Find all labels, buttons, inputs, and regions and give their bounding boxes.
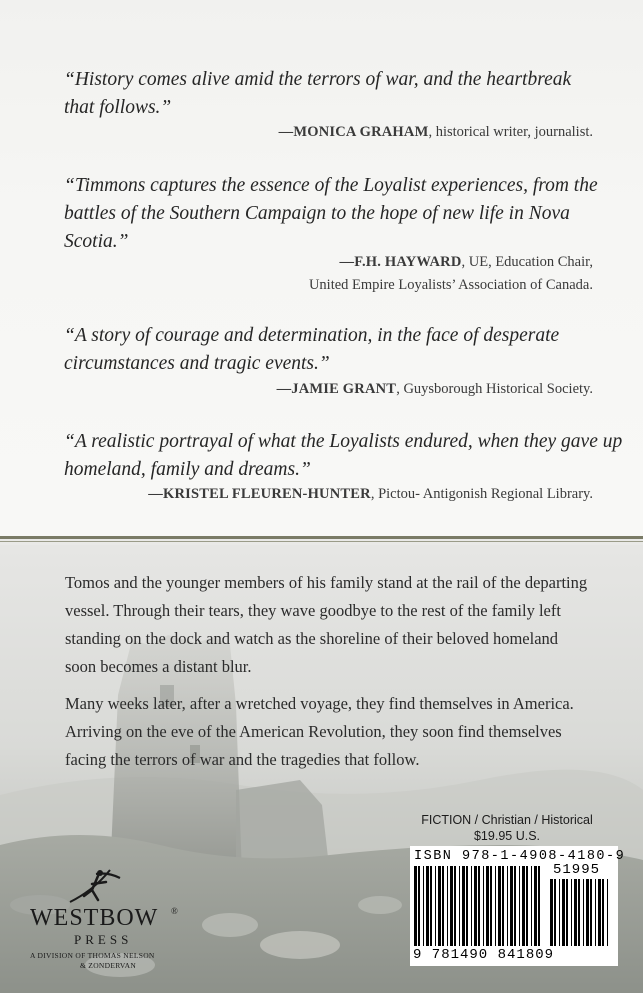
book-category: FICTION / Christian / Historical <box>421 813 593 827</box>
publisher-press: PRESS <box>74 932 133 947</box>
addon-digits: 51995 <box>553 862 601 878</box>
publisher-division: A DIVISION OF THOMAS NELSON <box>30 951 155 960</box>
ean-digits: 9 781490 841809 <box>413 947 555 963</box>
attribution-detail: , historical writer, journalist. <box>428 124 593 140</box>
publisher-division-2: & ZONDERVAN <box>80 961 137 970</box>
endorsement-attribution-3 <box>277 380 593 398</box>
attribution-detail: , UE, Education Chair, <box>461 254 593 270</box>
isbn-label: ISBN 978-1-4908-4180-9 <box>414 849 626 864</box>
ean-barcode <box>414 866 544 946</box>
endorsement-quote-3: “A story of courage and determination, in the face of desperate circumstances and tragic events.” <box>64 325 560 374</box>
attribution-name: —JAMIE GRANT <box>276 381 397 397</box>
westbow-archer-logo-icon <box>62 866 132 906</box>
synopsis-paragraph-1: Tomos and the younger members of his family stand at the rail of the departing vessel. Through their tears, they wave goodbye to the rest of the family left standing on the dock and watch as the shoreline of their beloved homeland soon becomes a distant blur. <box>65 573 588 676</box>
attribution-name: —F.H. HAYWARD <box>339 254 462 270</box>
book-price: $19.95 U.S. <box>473 829 540 843</box>
endorsement-attribution-4 <box>148 485 593 503</box>
attribution-name: —KRISTEL FLEUREN-HUNTER <box>148 486 371 502</box>
registered-mark: ® <box>171 906 178 916</box>
synopsis-paragraph-2: Many weeks later, after a wretched voyage, they find themselves in America. Arriving on the eve of the American Revolution, they soon find themselves facing the terrors of war and the tragedies that follow. <box>65 694 574 769</box>
attribution-detail: , Pictou- Antigonish Regional Library. <box>370 486 593 502</box>
section-divider <box>0 536 643 539</box>
attribution-name: —MONICA GRAHAM <box>278 124 429 140</box>
section-divider-thin <box>0 541 643 542</box>
endorsement-attribution-2-line2: United Empire Loyalists’ Association of Canada. <box>308 277 593 293</box>
publisher-name: WESTBOW <box>30 905 159 931</box>
endorsement-quote-1: “History comes alive amid the terrors of war, and the heartbreak that follows.” <box>64 69 572 118</box>
endorsement-attribution-2 <box>340 253 593 271</box>
endorsement-quote-4: “A realistic portrayal of what the Loyalists endured, when they gave up homeland, family and dreams.” <box>64 431 623 480</box>
addon-barcode <box>550 879 610 946</box>
endorsement-quote-2: “Timmons captures the essence of the Loyalist experiences, from the battles of the Southern Campaign to the hope of new life in Nova Scotia.” <box>64 175 598 252</box>
attribution-detail: , Guysborough Historical Society. <box>396 381 593 397</box>
endorsement-attribution-1 <box>279 123 593 141</box>
